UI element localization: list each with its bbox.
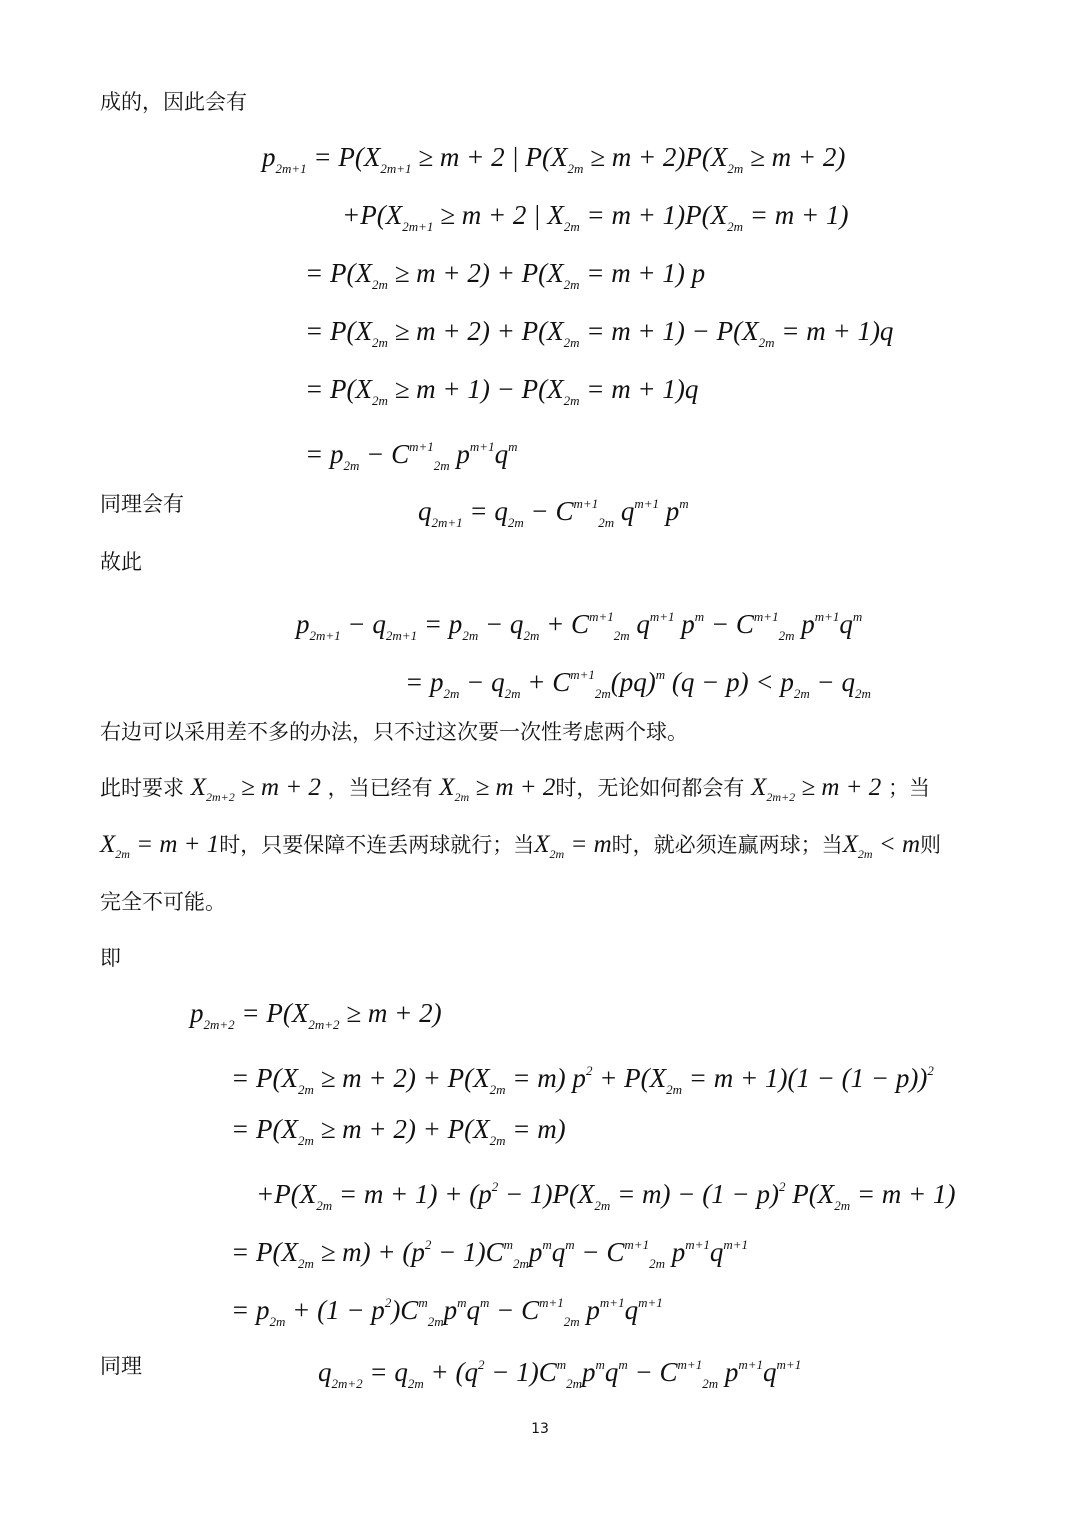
text-span: 时，无论如何都会有 <box>555 776 745 800</box>
equation-line: = $P(X_{2m} \ge m + 2) + P(X_{2m} = m + 1)$ p <box>305 258 706 292</box>
text-span: ，当已经有 <box>327 776 433 800</box>
inline-math: $X_{2m+2} \ge m + 2$ <box>190 774 321 804</box>
equation-line: $+P(X_{2m} = m + 1) + (p^2 - 1)P(X_{2m} = m) - (1 - p)^2$ $P(X_{2m} = m + 1)$ <box>256 1179 956 1213</box>
text-span: 此时要求 <box>100 776 184 800</box>
paragraph-line <box>100 774 930 811</box>
equation-line: $p_{2m+1} = P(X_{2m+1} \ge m + 2$ | $P(X_{2m} \ge m + 2)P(X_{2m} \ge m + 2)$ <box>262 142 846 176</box>
text-impossible: 完全不可能。 <box>100 890 226 914</box>
inline-math: $X_{2m} = m$ <box>534 831 612 861</box>
text-similarly-1: 同理会有 <box>100 492 184 516</box>
text-span: 时，只要保障不连丢两球就行；当 <box>219 833 535 857</box>
text-span: 则 <box>920 833 942 857</box>
text-span: ；当 <box>887 776 930 800</box>
equation-line: = $P(X_{2m} \ge m) + (p^2 - 1)C^m_{2m}p^mq^m - C^{m+1}_{2m}$ $p^{m+1}q^{m+1}$ <box>231 1237 749 1271</box>
paragraph-line <box>100 831 941 868</box>
equation-line: $p_{2m+2} = P(X_{2m+2} \ge m + 2)$ <box>190 998 442 1032</box>
text-therefore: 故此 <box>100 550 142 574</box>
text-intro: 成的，因此会有 <box>100 90 247 114</box>
inline-math: $X_{2m} < m$ <box>842 831 921 861</box>
equation-line: $q_{2m+2} = q_{2m} + (q^2 - 1)C^m_{2m}p^mq^m - C^{m+1}_{2m}$ $p^{m+1}q^{m+1}$ <box>318 1357 802 1391</box>
page-number: 13 <box>531 1421 549 1437</box>
inline-math: $X_{2m} \ge m + 2$ <box>439 774 556 804</box>
equation-line: $+P(X_{2m+1} \ge m + 2$ | $X_{2m} = m + 1)P(X_{2m} = m + 1)$ <box>342 200 849 234</box>
equation-line: = $P(X_{2m} \ge m + 2) + P(X_{2m} = m)$ <box>231 1114 566 1148</box>
equation-line: = $p_{2m} - C^{m+1}_{2m}$ $p^{m+1}q^m$ <box>305 439 518 473</box>
equation-line: = $p_{2m} - q_{2m} + C^{m+1}_{2m}(pq)^m$ $(q - p) < p_{2m} - q_{2m}$ <box>405 667 871 701</box>
inline-math: $X_{2m} = m + 1$ <box>100 831 220 861</box>
equation-line: $q_{2m+1} = q_{2m} - C^{m+1}_{2m}$ $q^{m+1}$ $p^m$ <box>418 496 689 530</box>
equation-line: = $P(X_{2m} \ge m + 2) + P(X_{2m} = m + 1) - P(X_{2m} = m + 1)q$ <box>305 316 894 350</box>
inline-math: $X_{2m+2} \ge m + 2$ <box>751 774 882 804</box>
text-similarly-2: 同理 <box>100 1354 142 1378</box>
equation-line: = $P(X_{2m} \ge m + 1) - P(X_{2m} = m + 1)q$ <box>305 374 699 408</box>
equation-line: $p_{2m+1} - q_{2m+1} = p_{2m} - q_{2m} + C^{m+1}_{2m}$ $q^{m+1}$ $p^m - C^{m+1}_{2m}$ $p^{m+1}q^m$ <box>296 609 863 643</box>
equation-line: = $p_{2m} + (1 - p^2)C^m_{2m}p^mq^m - C^{m+1}_{2m}$ $p^{m+1}q^{m+1}$ <box>231 1295 663 1329</box>
equation-line: = $P(X_{2m} \ge m + 2) + P(X_{2m} = m) p^2 + P(X_{2m} = m + 1)(1 - (1 - p))^2$ <box>231 1063 934 1097</box>
text-right-side: 右边可以采用差不多的办法，只不过这次要一次性考虑两个球。 <box>100 720 688 744</box>
text-ie: 即 <box>100 946 121 970</box>
text-span: 时，就必须连赢两球；当 <box>611 833 843 857</box>
